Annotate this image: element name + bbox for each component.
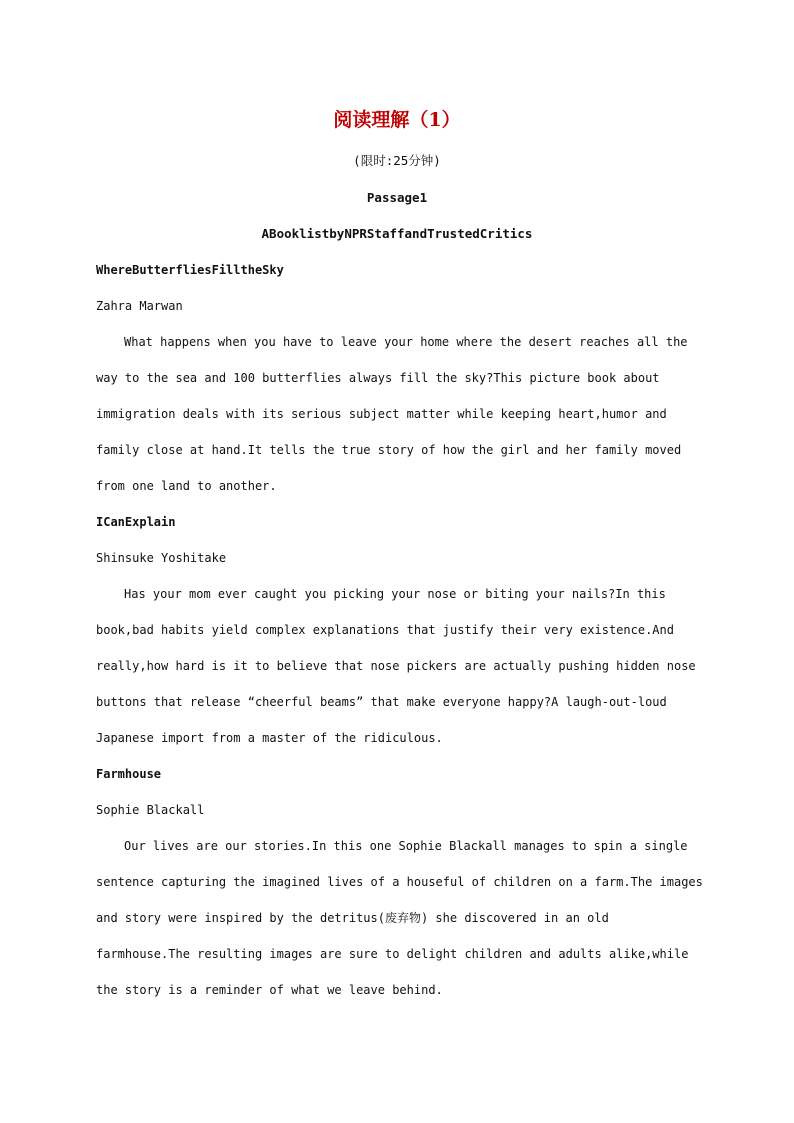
book-description-line: from one land to another. <box>96 479 277 493</box>
book-author: Zahra Marwan <box>96 299 183 313</box>
book-author: Shinsuke Yoshitake <box>96 551 227 565</box>
book-description-line: immigration deals with its serious subject matter while keeping heart,humor and <box>96 407 667 421</box>
book-description-line: and story were inspired by the detritus(废弃物) she discovered in an old <box>96 911 609 925</box>
time-limit: (限时:25分钟) <box>353 153 441 168</box>
book-description-line: Has your mom ever caught you picking your nose or biting your nails?In this <box>124 587 666 601</box>
book-title: WhereButterfliesFilltheSky <box>96 263 284 277</box>
passage-label: Passage1 <box>366 190 428 205</box>
book-description-line: way to the sea and 100 butterflies always fill the sky?This picture book about <box>96 371 660 385</box>
book-description-line: Japanese import from a master of the ridiculous. <box>96 731 443 745</box>
book-description-line: sentence capturing the imagined lives of a houseful of children on a farm.The images <box>96 875 703 889</box>
book-description-line: really,how hard is it to believe that nose pickers are actually pushing hidden nose <box>96 659 696 673</box>
book-author: Sophie Blackall <box>96 803 205 817</box>
booklist-content <box>96 261 703 1017</box>
book-description-line: Our lives are our stories.In this one Sophie Blackall manages to spin a single <box>124 839 688 853</box>
book-description-line: farmhouse.The resulting images are sure to delight children and adults alike,while <box>96 947 689 961</box>
book-title: Farmhouse <box>96 767 162 781</box>
book-description-line: book,bad habits yield complex explanations that justify their very existence.And <box>96 623 674 637</box>
page-title: 阅读理解（1） <box>333 109 461 131</box>
book-description-line: buttons that release “cheerful beams” that make everyone happy?A laugh-out-loud <box>96 695 667 709</box>
book-description-line: the story is a reminder of what we leave behind. <box>96 983 443 997</box>
book-title: ICanExplain <box>96 515 176 529</box>
book-description-line: family close at hand.It tells the true story of how the girl and her family moved <box>96 443 682 457</box>
book-description-line: What happens when you have to leave your home where the desert reaches all the <box>124 335 688 349</box>
booklist-title: ABooklistbyNPRStaffandTrustedCritics <box>261 226 533 241</box>
